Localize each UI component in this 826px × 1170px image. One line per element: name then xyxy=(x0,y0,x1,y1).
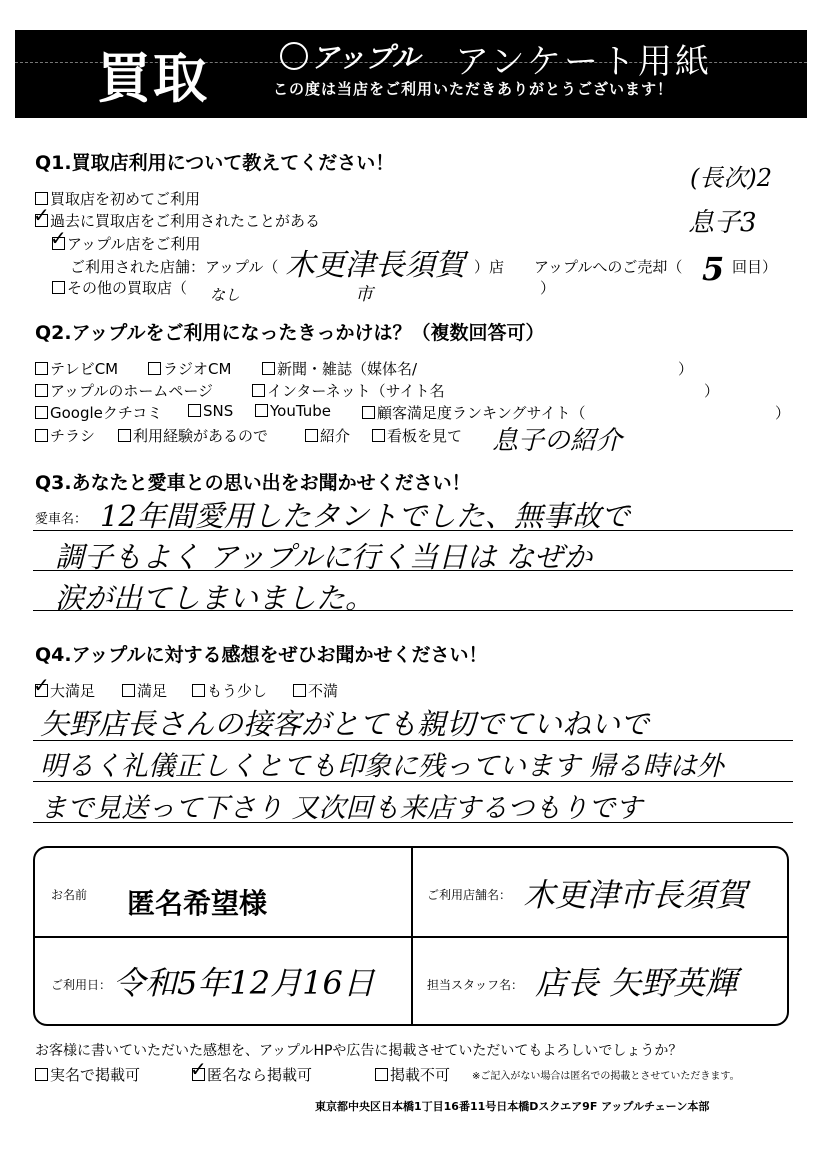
header-thanks: この度は当店をご利用いただきありがとうございます！ xyxy=(273,80,674,98)
q2-row1-close: ） xyxy=(678,360,694,378)
q4-hand-line-2: 明るく礼儀正しくとても印象に残っています 帰る時は外 xyxy=(40,751,724,782)
q2-option-sns[interactable] xyxy=(188,402,233,420)
q1-title: Q1.買取店利用について教えてください！ xyxy=(35,152,395,174)
checkbox-icon[interactable] xyxy=(362,406,375,419)
q3-car-label: 愛車名： xyxy=(35,512,88,527)
q4-option-so-so-label: もう少し xyxy=(207,682,268,700)
store-label: ご利用店舗名： xyxy=(427,888,512,902)
date-value[interactable]: 令和5年12月16日 xyxy=(113,964,375,1002)
q4-option-satisfied[interactable] xyxy=(122,680,167,701)
footer-note: ※ご記入がない場合は匿名での掲載とさせていただきます。 xyxy=(472,1071,740,1082)
q1-option-first-label: 買取店を初めてご利用 xyxy=(50,190,201,208)
q2-option-google[interactable] xyxy=(35,402,162,423)
q1-hand-count: 5 xyxy=(702,250,725,288)
checkbox-icon[interactable] xyxy=(35,362,48,375)
q3-hand-line-2: 調子もよく アップルに行く当日は なぜか xyxy=(55,540,593,574)
q2-option-newspaper-label: 新聞・雑誌（媒体名/ xyxy=(277,360,418,378)
q2-option-homepage-label: アップルのホームページ xyxy=(50,382,214,400)
check-mark-icon: ✓ xyxy=(190,1057,207,1081)
q3-title: Q3.あなたと愛車との思い出をお聞かせください！ xyxy=(35,472,471,494)
q2-option-internet[interactable] xyxy=(252,380,445,401)
checkbox-icon[interactable] xyxy=(305,429,318,442)
header-kaitori: 買取 xyxy=(97,47,209,110)
q2-row2-close: ） xyxy=(704,382,720,400)
check-mark-icon: ✓ xyxy=(33,203,50,227)
footer-option-no[interactable] xyxy=(375,1064,450,1085)
q1-option-first[interactable] xyxy=(35,188,200,209)
q2-option-flyer-label: チラシ xyxy=(50,427,96,445)
q2-option-experience-label: 利用経験があるので xyxy=(133,427,269,445)
footer-question: お客様に書いていただいた感想を、アップルHPや広告に掲載させていただいてもよろしいでしょうか？ xyxy=(35,1043,683,1059)
staff-value[interactable]: 店長 矢野英輝 xyxy=(535,964,738,1002)
q2-option-ranking-label: 顧客満足度ランキングサイト（ xyxy=(377,404,586,422)
q1-option-other[interactable] xyxy=(52,277,187,298)
footer-option-real-name-label: 実名で掲載可 xyxy=(50,1066,141,1084)
q4-hand-line-3: まで見送って下さり 又次回も来店するつもりです xyxy=(40,793,643,824)
q2-option-google-label: Googleクチコミ xyxy=(50,404,163,422)
header-banner xyxy=(15,30,807,118)
q2-option-signboard-label: 看板を見て xyxy=(387,427,463,445)
check-mark-icon: ✓ xyxy=(50,226,67,250)
q2-option-tv[interactable] xyxy=(35,358,118,379)
footer-address: 東京都中央区日本橋1丁目16番11号日本橋Dスクエア9F アップルチェーン本部 xyxy=(315,1100,710,1113)
q2-title: Q2.アップルをご利用になったきっかけは？（複数回答可） xyxy=(35,322,545,344)
date-label: ご利用日： xyxy=(51,978,112,992)
footer-option-real-name[interactable] xyxy=(35,1064,140,1085)
q4-option-unsatisfied[interactable] xyxy=(293,680,338,701)
q2-option-signboard[interactable] xyxy=(372,425,462,446)
q2-option-radio[interactable] xyxy=(148,358,231,379)
name-label: お名前 xyxy=(51,888,88,902)
q1-count-suffix: 回目） xyxy=(732,258,778,276)
info-table xyxy=(33,846,789,1026)
q4-ruled-line-2 xyxy=(33,781,793,782)
q1-store-suffix: ）店 xyxy=(474,258,505,276)
q4-ruled-line-3 xyxy=(33,822,793,823)
footer-option-anonymous[interactable] xyxy=(192,1064,312,1085)
q4-hand-line-1: 矢野店長さんの接客がとても親切でていねいで xyxy=(40,707,650,741)
q4-ruled-line-1 xyxy=(33,740,793,741)
checkbox-icon[interactable] xyxy=(35,1068,48,1081)
checkbox-icon[interactable] xyxy=(262,362,275,375)
q3-ruled-line-1 xyxy=(33,530,793,531)
checkbox-icon[interactable] xyxy=(372,429,385,442)
store-value[interactable]: 木更津市長須賀 xyxy=(523,876,748,914)
q2-hand-reason: 息子の紹介 xyxy=(492,426,623,456)
q3-hand-line-1: 12年間愛用したタントでした、無事故で xyxy=(100,499,630,533)
checkbox-icon[interactable] xyxy=(252,384,265,397)
header-logo: アップル xyxy=(311,41,420,74)
checkbox-icon[interactable] xyxy=(35,429,48,442)
checkbox-icon[interactable] xyxy=(122,684,135,697)
name-value[interactable]: 匿名希望様 xyxy=(127,887,268,920)
q2-option-referral[interactable] xyxy=(305,425,350,446)
q1-hand-other: なし xyxy=(210,286,241,304)
logo-badge-icon xyxy=(280,42,308,70)
q1-option-apple[interactable] xyxy=(52,233,200,254)
q1-other-close: ） xyxy=(540,279,556,297)
q2-option-referral-label: 紹介 xyxy=(320,427,351,445)
q1-hand-store-sub: 市 xyxy=(355,284,373,305)
q3-ruled-line-3 xyxy=(33,610,793,611)
q4-option-satisfied-label: 満足 xyxy=(137,682,168,700)
q2-option-flyer[interactable] xyxy=(35,425,95,446)
q2-option-newspaper[interactable] xyxy=(262,358,417,379)
checkbox-icon[interactable] xyxy=(375,1068,388,1081)
footer-option-no-label: 掲載不可 xyxy=(390,1066,451,1084)
q2-row3-close: ） xyxy=(775,404,791,422)
checkbox-icon[interactable] xyxy=(192,684,205,697)
footer-option-anonymous-label: 匿名なら掲載可 xyxy=(207,1066,313,1084)
q2-option-youtube-label: YouTube xyxy=(270,402,331,420)
checkbox-icon[interactable] xyxy=(35,384,48,397)
checkbox-icon[interactable] xyxy=(52,281,65,294)
checkbox-icon[interactable] xyxy=(255,404,268,417)
q2-option-tv-label: テレビCM xyxy=(50,360,119,378)
check-mark-icon: ✓ xyxy=(33,673,50,697)
q3-hand-line-3: 涙が出てしまいました。 xyxy=(55,581,375,615)
q2-option-youtube[interactable] xyxy=(255,402,331,420)
header-title: アンケート用紙 xyxy=(455,42,712,82)
q1-option-past[interactable] xyxy=(35,210,320,231)
q1-hand-note2: 息子3 xyxy=(688,208,757,238)
q1-hand-store: 木更津長須賀 xyxy=(285,248,465,283)
q2-option-radio-label: ラジオCM xyxy=(163,360,232,378)
q2-option-sns-label: SNS xyxy=(203,402,234,420)
checkbox-icon[interactable] xyxy=(188,404,201,417)
q4-option-unsatisfied-label: 不満 xyxy=(308,682,339,700)
q3-ruled-line-2 xyxy=(33,570,793,571)
q1-hand-note1: (長次)2 xyxy=(690,164,772,192)
q4-title: Q4.アップルに対する感想をぜひお聞かせください！ xyxy=(35,644,488,666)
q1-option-apple-label: アップル店をご利用 xyxy=(67,235,201,253)
checkbox-icon[interactable] xyxy=(293,684,306,697)
q2-option-internet-label: インターネット（サイト名 xyxy=(267,382,445,400)
q1-option-other-label: その他の買取店（ xyxy=(67,279,188,297)
q4-option-very-satisfied-label: 大満足 xyxy=(50,682,96,700)
staff-label: 担当スタッフ名： xyxy=(427,978,524,992)
q2-option-experience[interactable] xyxy=(118,425,268,446)
q1-store-label: ご利用された店舗：アップル（ xyxy=(70,258,279,276)
table-horizontal-divider xyxy=(35,936,787,938)
q2-option-homepage[interactable] xyxy=(35,380,213,401)
q1-count-label: アップルへのご売却（ xyxy=(534,258,683,276)
checkbox-icon[interactable] xyxy=(148,362,161,375)
checkbox-icon[interactable] xyxy=(35,406,48,419)
q1-option-past-label: 過去に買取店をご利用されたことがある xyxy=(50,212,321,230)
q4-option-so-so[interactable] xyxy=(192,680,267,701)
checkbox-icon[interactable] xyxy=(118,429,131,442)
